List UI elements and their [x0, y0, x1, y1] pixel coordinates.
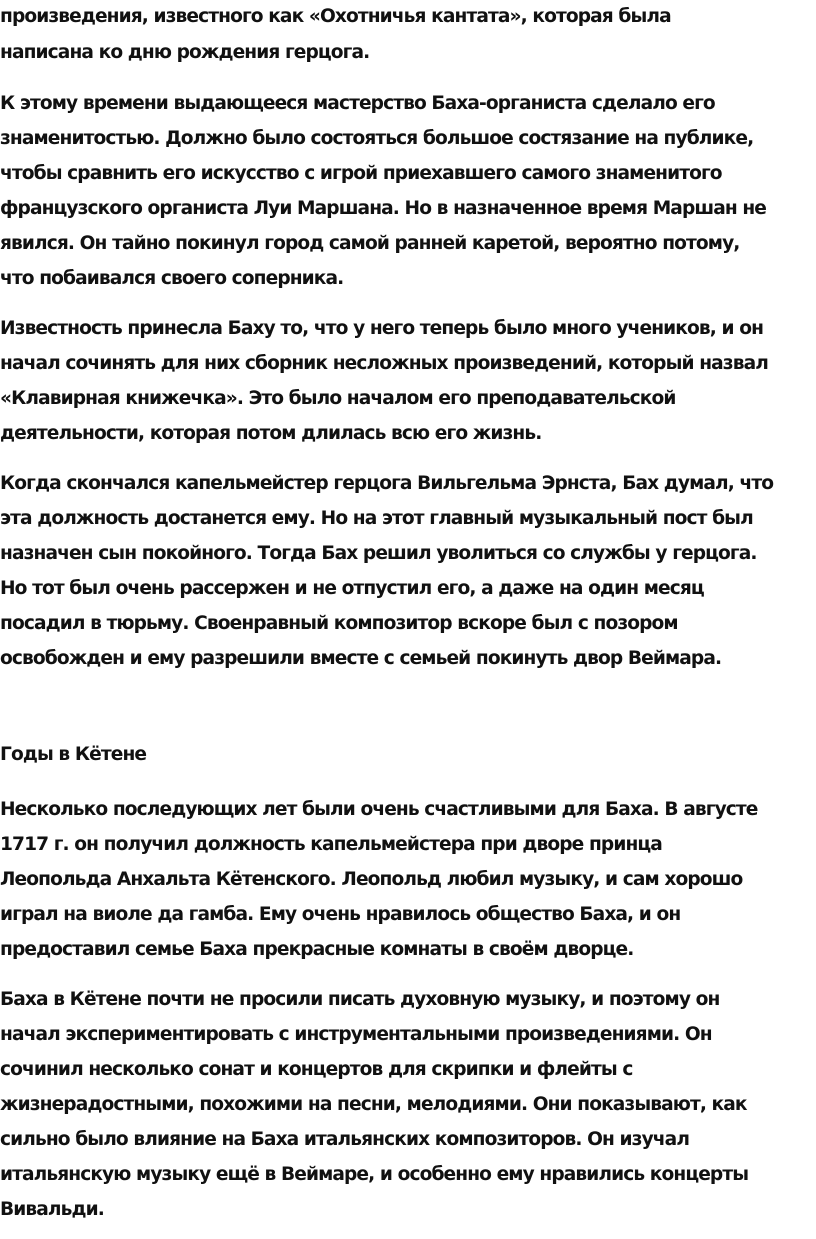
text-line: назначен сын покойного. Тогда Бах решил уволиться со службы у герцога.	[0, 543, 757, 564]
text-line: Леопольда Анхальта Кётенского. Леопольд любил музыку, и сам хорошо	[0, 869, 743, 890]
text-line: Вивальди.	[0, 1199, 104, 1220]
text-line: деятельности, которая потом длилась всю его жизнь.	[0, 423, 542, 444]
text-line: что побаивался своего соперника.	[0, 268, 344, 289]
text-line: 1717 г. он получил должность капельмейстера при дворе принца	[0, 834, 662, 855]
text-line: сильно было влияние на Баха итальянских композиторов. Он изучал	[0, 1129, 690, 1150]
text-line: эта должность достанется ему. Но на этот главный музыкальный пост был	[0, 508, 753, 529]
text-line: играл на виоле да гамба. Ему очень нравилось общество Баха, и он	[0, 904, 681, 925]
text-line: итальянскую музыку ещё в Веймаре, и особенно ему нравились концерты	[0, 1164, 749, 1185]
text-line: французского органиста Луи Маршана. Но в назначенное время Маршан не	[0, 198, 767, 219]
text-line: сочинил несколько сонат и концертов для скрипки и флейты с	[0, 1059, 633, 1080]
text-line: написана ко дню рождения герцога.	[0, 42, 370, 63]
text-line: Когда скончался капельмейстер герцога Вильгельма Эрнста, Бах думал, что	[0, 473, 774, 494]
text-line: освобожден и ему разрешили вместе с семьей покинуть двор Веймара.	[0, 648, 722, 669]
text-line: явился. Он тайно покинул город самой ранней каретой, вероятно потому,	[0, 233, 740, 254]
text-line: Но тот был очень рассержен и не отпустил его, а даже на один месяц	[0, 578, 704, 599]
text-line: чтобы сравнить его искусство с игрой приехавшего самого знаменитого	[0, 163, 722, 184]
text-line: «Клавирная книжечка». Это было началом его преподавательской	[0, 388, 676, 409]
text-line: К этому времени выдающееся мастерство Баха-органиста сделало его	[0, 93, 715, 114]
text-line: знаменитостью. Должно было состояться большое состязание на публике,	[0, 128, 754, 149]
text-line: Несколько последующих лет были очень счастливыми для Баха. В августе	[0, 799, 758, 820]
text-line: предоставил семье Баха прекрасные комнаты в своём дворце.	[0, 939, 634, 960]
text-line: посадил в тюрьму. Своенравный композитор вскоре был с позором	[0, 613, 678, 634]
text-line: Баха в Кётене почти не просили писать духовную музыку, и поэтому он	[0, 989, 720, 1010]
text-line: начал сочинять для них сборник несложных произведений, который назвал	[0, 353, 768, 374]
section-heading: Годы в Кётене	[0, 744, 147, 765]
text-line: Известность принесла Баху то, что у него теперь было много учеников, и он	[0, 318, 764, 339]
text-line: жизнерадостными, похожими на песни, мелодиями. Они показывают, как	[0, 1094, 747, 1115]
text-line: произведения, известного как «Охотничья кантата», которая была	[0, 6, 671, 27]
text-line: начал экспериментировать с инструментальными произведениями. Он	[0, 1024, 712, 1045]
